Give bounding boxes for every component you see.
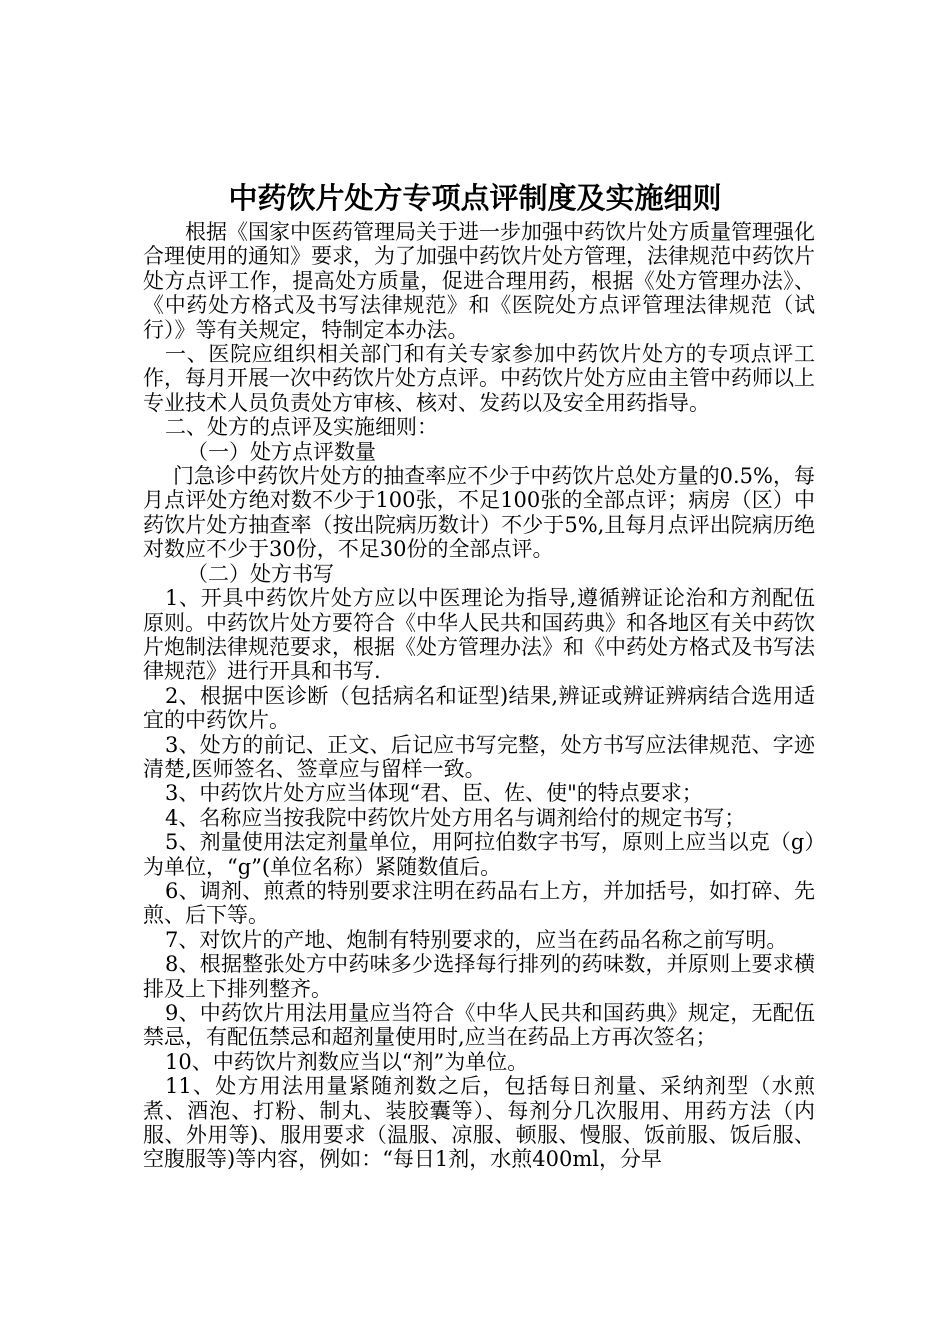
- paragraph: 3、中药饮片处方应当体现“君、臣、佐、使"的特点要求；: [165, 781, 703, 806]
- paragraph: 3、处方的前记、正文、后记应书写完整，处方书写应法律规范、字迹清楚,医师签名、签章应与留样一致。: [143, 732, 815, 781]
- paragraph: 二、处方的点评及实施细则：: [165, 415, 438, 440]
- paragraph: 8、根据整张处方中药味多少选择每行排列的药味数，并原则上要求横排及上下排列整齐。: [143, 952, 815, 1001]
- paragraph: 根据《国家中医药管理局关于进一步加强中药饮片处方质量管理强化合理使用的通知》要求，为了加强中药饮片处方管理，法律规范中药饮片处方点评工作，提高处方质量，促进合理用药，根据《处方管理办法》、《中药处方格式及书写法律规范》和《医院处方点评管理法律规范（试行）》等有关规定，特制定本办法。: [143, 220, 815, 342]
- paragraph: （二）处方书写: [187, 561, 334, 586]
- document-body: [143, 220, 815, 1172]
- paragraph: 7、对饮片的产地、炮制有特别要求的，应当在药品名称之前写明。: [165, 927, 788, 952]
- paragraph: 一、医院应组织相关部门和有关专家参加中药饮片处方的专项点评工作，每月开展一次中药饮片处方点评。中药饮片处方应由主管中药师以上专业技术人员负责处方审核、核对、发药以及安全用药指导。: [143, 342, 815, 415]
- paragraph: 11、处方用法用量紧随剂数之后，包括每日剂量、采纳剂型（水煎煮、酒泡、打粉、制丸、装胶囊等）、每剂分几次服用、用药方法（内服、外用等)、服用要求（温服、凉服、顿服、慢服、饭前服、饭后服、空腹服等)等内容，例如：“每日1剂，水煎400ml，分早: [143, 1074, 815, 1172]
- paragraph: 4、名称应当按我院中药饮片处方用名与调剂给付的规定书写；: [165, 805, 746, 830]
- paragraph: 5、剂量使用法定剂量单位，用阿拉伯数字书写，原则上应当以克（g）为单位，“g”(单位名称）紧随数值后。: [143, 830, 815, 879]
- paragraph: 6、调剂、煎煮的特别要求注明在药品右上方，并加括号，如打碎、先煎、后下等。: [143, 878, 815, 928]
- paragraph: 10、中药饮片剂数应当以“剂”为单位。: [165, 1049, 529, 1074]
- paragraph: 门急诊中药饮片处方的抽查率应不少于中药饮片总处方量的0.5%，每月点评处方绝对数不少于100张，不足100张的全部点评；病房（区）中药饮片处方抽查率（按出院病历数计）不少于5%,且每月点评出院病历绝对数应不少于30份，不足30份的全部点评。: [143, 464, 815, 562]
- paragraph: 9、中药饮片用法用量应当符合《中华人民共和国药典》规定，无配伍禁忌，有配伍禁忌和超剂量使用时,应当在药品上方再次签名；: [143, 1001, 815, 1050]
- paragraph: 1、开具中药饮片处方应以中医理论为指导,遵循辨证论治和方剂配伍原则。中药饮片处方要符合《中华人民共和国药典》和各地区有关中药饮片炮制法律规范要求，根据《处方管理办法》和《中药处方格式及书写法律规范》进行开具和书写.: [143, 586, 815, 684]
- paragraph: 2、根据中医诊断（包括病名和证型)结果,辨证或辨证辨病结合选用适宜的中药饮片。: [143, 683, 815, 733]
- paragraph: （一）处方点评数量: [187, 439, 376, 464]
- document-title: 中药饮片处方专项点评制度及实施细则: [228, 181, 722, 215]
